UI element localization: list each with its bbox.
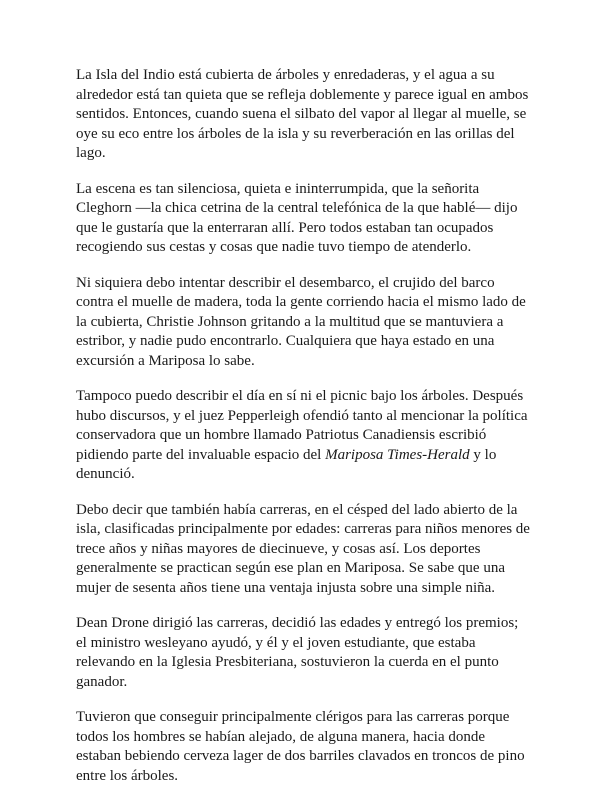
paragraph-4 (76, 387, 532, 485)
document-page (76, 66, 532, 802)
paragraph-6: Dean Drone dirigió las carreras, decidió las edades y entregó los premios; el ministro wesleyano ayudó, y él y el joven estudiante, que estaba relevando en la Iglesia Presbiteriana, sostuvieron la cuerda en el punto ganador. (76, 615, 519, 690)
newspaper-title: Mariposa Times-Herald (325, 446, 470, 463)
paragraph-4-text-before: Tampoco puedo describir el día en sí ni el picnic bajo los árboles. Después hubo discursos, y el juez Pepperleigh ofendió tanto al mencionar la política conservadora que un hombre llamado Patriotus Canadiensis escribió pidiendo parte del invaluable espacio del (76, 388, 528, 463)
paragraph-2: La escena es tan silenciosa, quieta e ininterrumpida, que la señorita Cleghorn —la chica cetrina de la central telefónica de la que hablé— dijo que le gustaría que la enterraran allí. Pero todos estaban tan ocupados recogiendo sus cestas y cosas que nadie tuvo tiempo de atenderlo. (76, 180, 518, 255)
paragraph-5: Debo decir que también había carreras, en el césped del lado abierto de la isla, clasificadas principalmente por edades: carreras para niños menores de trece años y niñas mayores de diecinueve, y cosas así. Los deportes generalmente se practican según ese plan en Mariposa. Se sabe que una mujer de sesenta años tiene una ventaja injusta sobre una simple niña. (76, 501, 530, 596)
paragraph-4-text-after: y lo denunció. (76, 446, 497, 482)
paragraph-7: Tuvieron que conseguir principalmente clérigos para las carreras porque todos los hombres se habían alejado, de alguna manera, hacia donde estaban bebiendo cerveza lager de dos barriles clavados en troncos de pino entre los árboles. (76, 709, 525, 784)
paragraph-3: Ni siquiera debo intentar describir el desembarco, el crujido del barco contra el muelle de madera, toda la gente corriendo hacia el mismo lado de la cubierta, Christie Johnson gritando a la multitud que se mantuviera a estribor, y nadie pudo encontrarlo. Cualquiera que haya estado en una excursión a Mariposa lo sabe. (76, 274, 526, 369)
paragraph-1: La Isla del Indio está cubierta de árboles y enredaderas, y el agua a su alrededor está tan quieta que se refleja doblemente y parece igual en ambos sentidos. Entonces, cuando suena el silbato del vapor al llegar al muelle, se oye su eco entre los árboles de la isla y su reverberación en las orillas del lago. (76, 67, 529, 161)
